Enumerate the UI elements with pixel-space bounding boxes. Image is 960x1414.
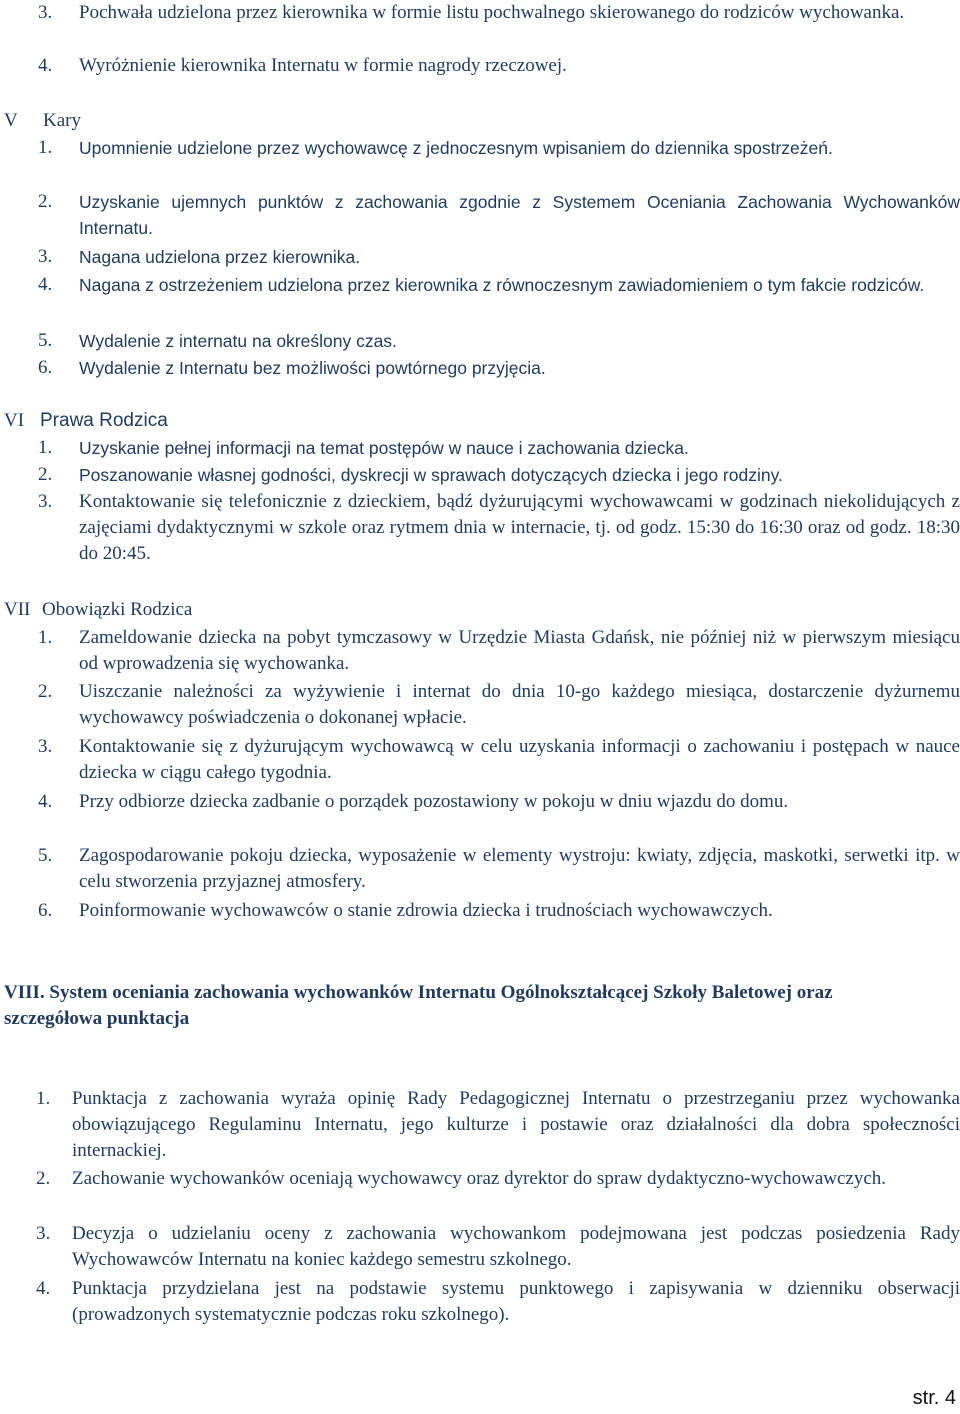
item-text: Przy odbiorze dziecka zadbanie o porządek pozostawiony w pokoju w dniu wjazdu do domu. [79,791,789,812]
list-item [38,53,960,79]
item-number: 2. [38,191,53,212]
item-text: Zameldowanie dziecka na pobyt tymczasowy w Urzędzie Miasta Gdańsk, nie później niż w pierwszym miesiącu od wprowadzenia się wychowanka. [79,627,960,674]
item-number: 6. [38,357,53,378]
item-text: Uzyskanie ujemnych punktów z zachowania zgodnie z Systemem Oceniania Zachowania Wychowanków Internatu. [79,192,960,238]
item-number: 1. [38,137,53,158]
list-item [38,435,960,461]
item-number: 3. [38,491,53,512]
list-item [38,0,960,26]
item-text: Poszanowanie własnej godności, dyskrecji w sprawach dotyczących dziecka i jego rodziny. [79,465,783,485]
list-item [36,1276,960,1328]
item-text: Kontaktowanie się telefonicznie z dzieckiem, bądź dyżurującymi wychowawcami w godzinach niekolidujących z zajęciami dydaktycznymi w szkole oraz rytmem dnia w internacie, tj. od godz. 15:30 do 16:30 oraz od godz. 18:30 do 20:45. [79,491,960,564]
item-number: 2. [38,464,53,485]
item-text: Zachowanie wychowanków oceniają wychowawcy oraz dyrektor do spraw dydaktyczno-wychowawczych. [72,1168,887,1189]
item-text: Punktacja przydzielana jest na podstawie systemu punktowego i zapisywania w dzienniku obserwacji (prowadzonych systematycznie podczas roku szkolnego). [72,1278,960,1325]
list-item [38,272,960,298]
item-number: 3. [38,736,53,757]
section-title: Obowiązki Rodzica [42,599,193,620]
item-number: 3. [38,246,53,267]
list-item [36,1166,960,1192]
item-text: Wyróżnienie kierownika Internatu w formie nagrody rzeczowej. [79,55,567,76]
item-number: 4. [38,791,53,812]
section-heading-obowiazki-rodzica [4,597,192,623]
section-roman: VI [4,410,25,431]
item-text: Zagospodarowanie pokoju dziecka, wyposażenie w elementy wystroju: kwiaty, zdjęcia, maskotki, serwetki itp. w celu stworzenia przyjaznej atmosfery. [79,845,960,892]
item-number: 5. [38,330,53,351]
item-number: 1. [36,1088,51,1109]
item-text: Pochwała udzielona przez kierownika w formie listu pochwalnego skierowanego do rodziców wychowanka. [79,2,905,23]
item-number: 3. [36,1223,51,1244]
list-item [38,135,960,161]
item-text: Uzyskanie pełnej informacji na temat postępów w nauce i zachowania dziecka. [79,438,689,458]
list-item [38,462,960,488]
list-item [38,679,960,731]
list-item [36,1221,960,1273]
section-roman: V [4,110,18,131]
item-text: Wydalenie z internatu na określony czas. [79,331,397,351]
item-text: Uiszczanie należności za wyżywienie i internat do dnia 10-go każdego miesiąca, dostarczenie dyżurnemu wychowawcy poświadczenia o dokonanej wpłacie. [79,681,960,728]
item-text: Punktacja z zachowania wyraża opinię Rady Pedagogicznej Internatu o przestrzeganiu przez wychowanka obowiązującego Regulaminu Internatu, jego kulturze i postawie oraz działalności dla dobra społeczności internackiej. [72,1088,960,1161]
item-number: 2. [38,681,53,702]
item-text: Wydalenie z Internatu bez możliwości powtórnego przyjęcia. [79,358,546,378]
list-item [38,789,960,815]
section-heading-prawa-rodzica [4,408,168,434]
item-text: Poinformowanie wychowawców o stanie zdrowia dziecka i trudnościach wychowawczych. [79,900,773,921]
section-title: Kary [43,110,81,131]
item-text: Upomnienie udzielone przez wychowawcę z jednoczesnym wpisaniem do dziennika spostrzeżeń. [79,138,833,158]
section-heading-system-oceniania: VIII. System oceniania zachowania wychowanków Internatu Ogólnokształcącej Szkoły Baletowej oraz szczegółowa punktacja [4,982,833,1029]
list-item [38,355,960,381]
list-item [38,489,960,567]
section-roman: VII [4,599,31,620]
page-number: str. 4 [912,1387,956,1409]
item-number: 6. [38,900,53,921]
section-title: Prawa Rodzica [40,410,168,431]
item-number: 1. [38,627,53,648]
item-number: 5. [38,845,53,866]
list-item [38,189,960,241]
item-text: Nagana z ostrzeżeniem udzielona przez kierownika z równoczesnym zawiadomieniem o tym fakcie rodziców. [79,275,925,295]
item-number: 2. [36,1168,51,1189]
item-text: Kontaktowanie się z dyżurującym wychowawcą w celu uzyskania informacji o zachowaniu i postępach w nauce dziecka w ciągu całego tygodnia. [79,736,960,783]
item-text: Nagana udzielona przez kierownika. [79,247,361,267]
list-item [38,328,960,354]
item-number: 4. [36,1278,51,1299]
list-item [36,1086,960,1164]
section-heading-kary [4,108,81,134]
list-item [38,625,960,677]
item-number: 1. [38,437,53,458]
list-item [38,843,960,895]
item-text: Decyzja o udzielaniu oceny z zachowania wychowankom podejmowana jest podczas posiedzenia Rady Wychowawców Internatu na koniec każdego semestru szkolnego. [72,1223,960,1270]
item-number: 3. [38,2,53,23]
item-number: 4. [38,274,53,295]
list-item [38,244,960,270]
list-item [38,898,960,924]
item-number: 4. [38,55,53,76]
list-item [38,734,960,786]
